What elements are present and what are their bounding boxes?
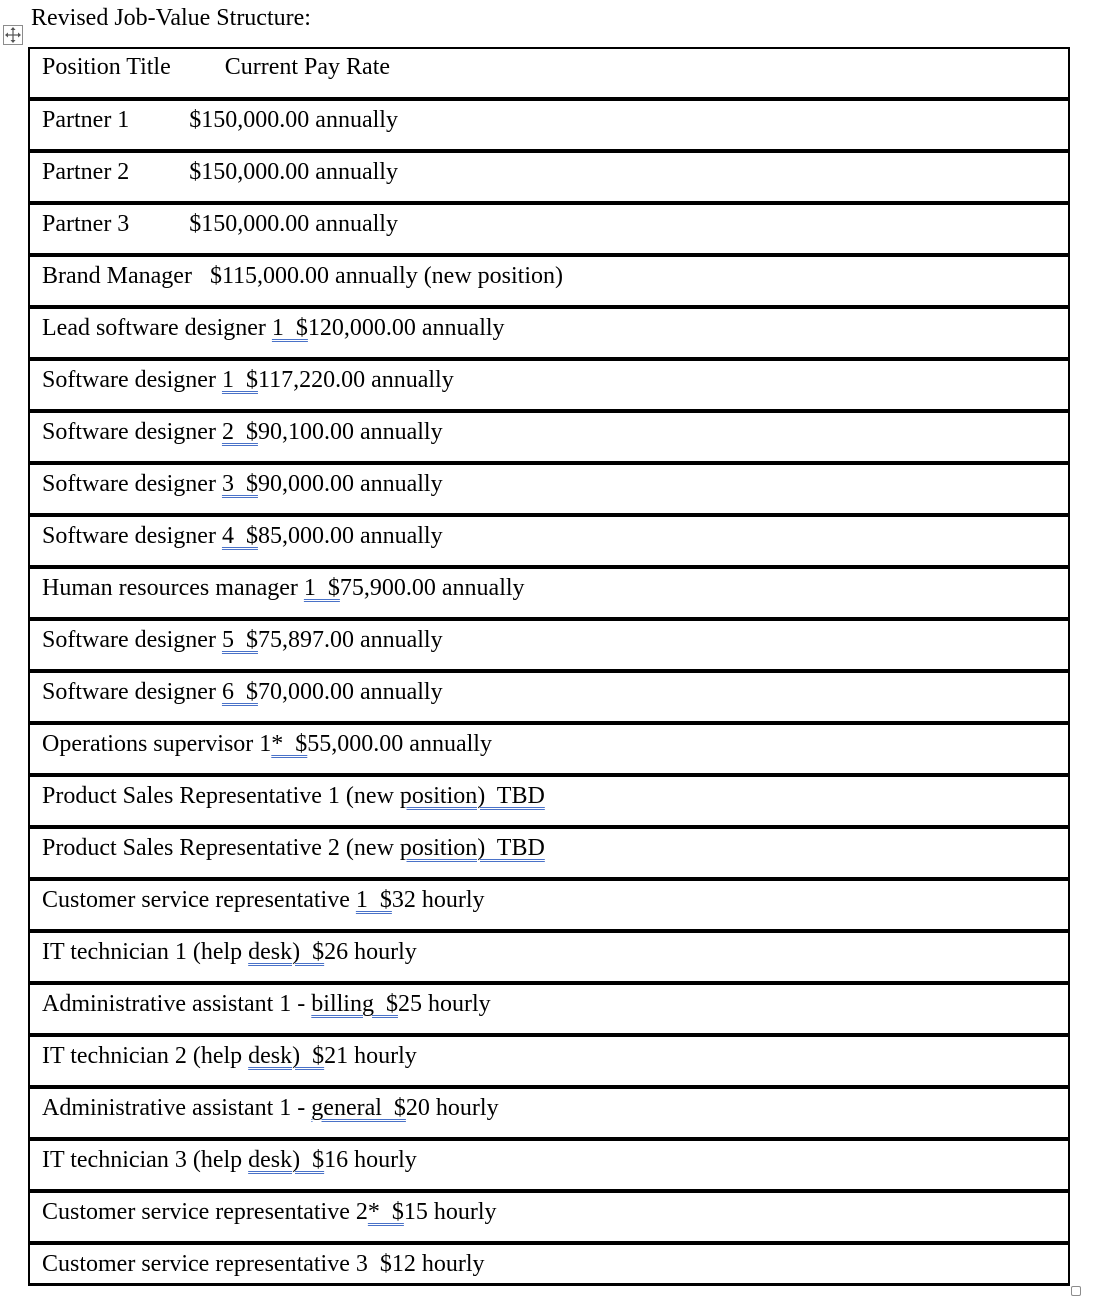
row-text-segment: Product Sales Representative 2 (new <box>42 835 400 861</box>
row-text-segment: Software designer <box>42 367 222 393</box>
spelling-flagged-text: position) TBD <box>399 783 545 809</box>
row-text <box>42 625 443 655</box>
row-text-segment: Software designer <box>42 419 222 445</box>
row-text <box>42 157 398 187</box>
spelling-flagged-text: general $ <box>311 1095 406 1121</box>
row-text <box>42 937 417 967</box>
row-text-segment: Operations supervisor 1 <box>42 731 272 757</box>
row-text-segment: 90,000.00 annually <box>257 471 443 497</box>
table-row <box>30 933 1068 985</box>
table-row <box>30 465 1068 517</box>
spelling-flagged-text: desk) $ <box>248 1147 325 1173</box>
row-text-segment: Administrative assistant 1 - <box>42 991 312 1017</box>
row-text <box>42 1093 499 1123</box>
row-text-segment: 25 hourly <box>397 991 491 1017</box>
row-text <box>42 729 492 759</box>
row-text <box>42 521 443 551</box>
row-text-segment: Lead software designer <box>42 315 272 341</box>
row-text <box>42 573 525 603</box>
table-row <box>30 569 1068 621</box>
table-row <box>30 413 1068 465</box>
row-text <box>42 833 545 863</box>
move-icon <box>4 26 22 44</box>
table-row <box>30 1037 1068 1089</box>
row-text <box>42 1041 417 1071</box>
table-row <box>30 673 1068 725</box>
row-text-segment: Software designer <box>42 627 222 653</box>
table-row <box>30 309 1068 361</box>
row-text <box>42 989 491 1019</box>
table-row <box>30 881 1068 933</box>
row-text-segment: Software designer <box>42 523 222 549</box>
table-row <box>30 777 1068 829</box>
table-row <box>30 1245 1068 1295</box>
table-resize-handle[interactable] <box>1071 1286 1081 1296</box>
spelling-flagged-text: 1 $ <box>355 887 392 913</box>
row-text-segment: IT technician 2 (help <box>42 1043 249 1069</box>
table-row <box>30 1141 1068 1193</box>
row-text <box>42 1249 485 1279</box>
row-text <box>42 781 545 811</box>
row-text-segment: 85,000.00 annually <box>257 523 443 549</box>
table-move-handle[interactable] <box>3 25 23 45</box>
row-text-segment: Brand Manager $115,000.00 annually (new position) <box>42 263 564 289</box>
row-text <box>42 313 505 343</box>
row-text <box>42 261 563 291</box>
table-row <box>30 985 1068 1037</box>
row-text-segment: 15 hourly <box>403 1199 497 1225</box>
position-title-header: Position Title <box>42 54 171 80</box>
row-text-segment: 26 hourly <box>324 939 417 965</box>
row-text <box>42 1197 497 1227</box>
row-text-segment: Software designer <box>42 471 222 497</box>
row-text <box>42 1145 417 1175</box>
row-text-segment: 16 hourly <box>324 1147 417 1173</box>
row-text-segment: 55,000.00 annually <box>307 731 492 757</box>
current-pay-rate-header: Current Pay Rate <box>224 54 391 80</box>
row-text-segment: 70,000.00 annually <box>257 679 443 705</box>
spelling-flagged-text: 1 $ <box>303 575 340 601</box>
row-text <box>42 469 443 499</box>
table-row <box>30 361 1068 413</box>
row-text-segment: 32 hourly <box>391 887 485 913</box>
spelling-flagged-text: position) TBD <box>399 835 545 861</box>
table-row <box>30 205 1068 257</box>
table-row <box>30 1193 1068 1245</box>
table-row <box>30 621 1068 673</box>
row-text <box>42 885 485 915</box>
row-text <box>42 209 398 239</box>
spelling-flagged-text: 1 $ <box>271 315 308 341</box>
spelling-flagged-text: 4 $ <box>221 523 258 549</box>
spelling-flagged-text: 2 $ <box>221 419 258 445</box>
table-row <box>30 101 1068 153</box>
spelling-flagged-text: * $ <box>271 731 308 757</box>
table-row <box>30 725 1068 777</box>
row-text <box>42 677 443 707</box>
row-text-segment: 90,100.00 annually <box>257 419 443 445</box>
document-heading: Revised Job-Value Structure: <box>31 5 311 31</box>
row-text-segment: Customer service representative <box>42 887 356 913</box>
job-value-table <box>28 47 1070 1286</box>
row-text-segment: Partner 2 $150,000.00 annually <box>42 159 398 185</box>
row-text-segment: IT technician 3 (help <box>42 1147 249 1173</box>
row-text-segment: 75,900.00 annually <box>339 575 525 601</box>
table-row <box>30 829 1068 881</box>
row-text <box>42 417 443 447</box>
spelling-flagged-text: 3 $ <box>221 471 258 497</box>
row-text-segment: Partner 1 $150,000.00 annually <box>42 107 398 133</box>
spelling-flagged-text: 5 $ <box>221 627 258 653</box>
table-row <box>30 257 1068 309</box>
spelling-flagged-text: desk) $ <box>248 1043 325 1069</box>
spelling-flagged-text: * $ <box>367 1199 404 1225</box>
table-row <box>30 517 1068 569</box>
row-text-segment: 21 hourly <box>324 1043 417 1069</box>
row-text <box>42 105 398 135</box>
row-text-segment: 75,897.00 annually <box>257 627 443 653</box>
row-text-segment: Partner 3 $150,000.00 annually <box>42 211 398 237</box>
row-text-segment: Product Sales Representative 1 (new <box>42 783 400 809</box>
row-text-segment: 20 hourly <box>405 1095 499 1121</box>
spelling-flagged-text: 1 $ <box>221 367 258 393</box>
row-text-segment: 120,000.00 annually <box>307 315 505 341</box>
spelling-flagged-text: desk) $ <box>248 939 325 965</box>
row-text-segment: 117,220.00 annually <box>257 367 454 393</box>
row-text <box>42 365 454 395</box>
row-text-segment: Human resources manager <box>42 575 304 601</box>
header-spacer <box>171 54 225 80</box>
table-row <box>30 153 1068 205</box>
spelling-flagged-text: 6 $ <box>221 679 258 705</box>
table-header-row <box>30 49 1068 101</box>
row-text-segment: IT technician 1 (help <box>42 939 249 965</box>
row-text-segment: Customer service representative 3 $12 hourly <box>42 1251 485 1277</box>
table-row <box>30 1089 1068 1141</box>
row-text-segment: Customer service representative 2 <box>42 1199 368 1225</box>
row-text-segment: Software designer <box>42 679 222 705</box>
spelling-flagged-text: billing $ <box>311 991 398 1017</box>
row-text-segment: Administrative assistant 1 - <box>42 1095 312 1121</box>
